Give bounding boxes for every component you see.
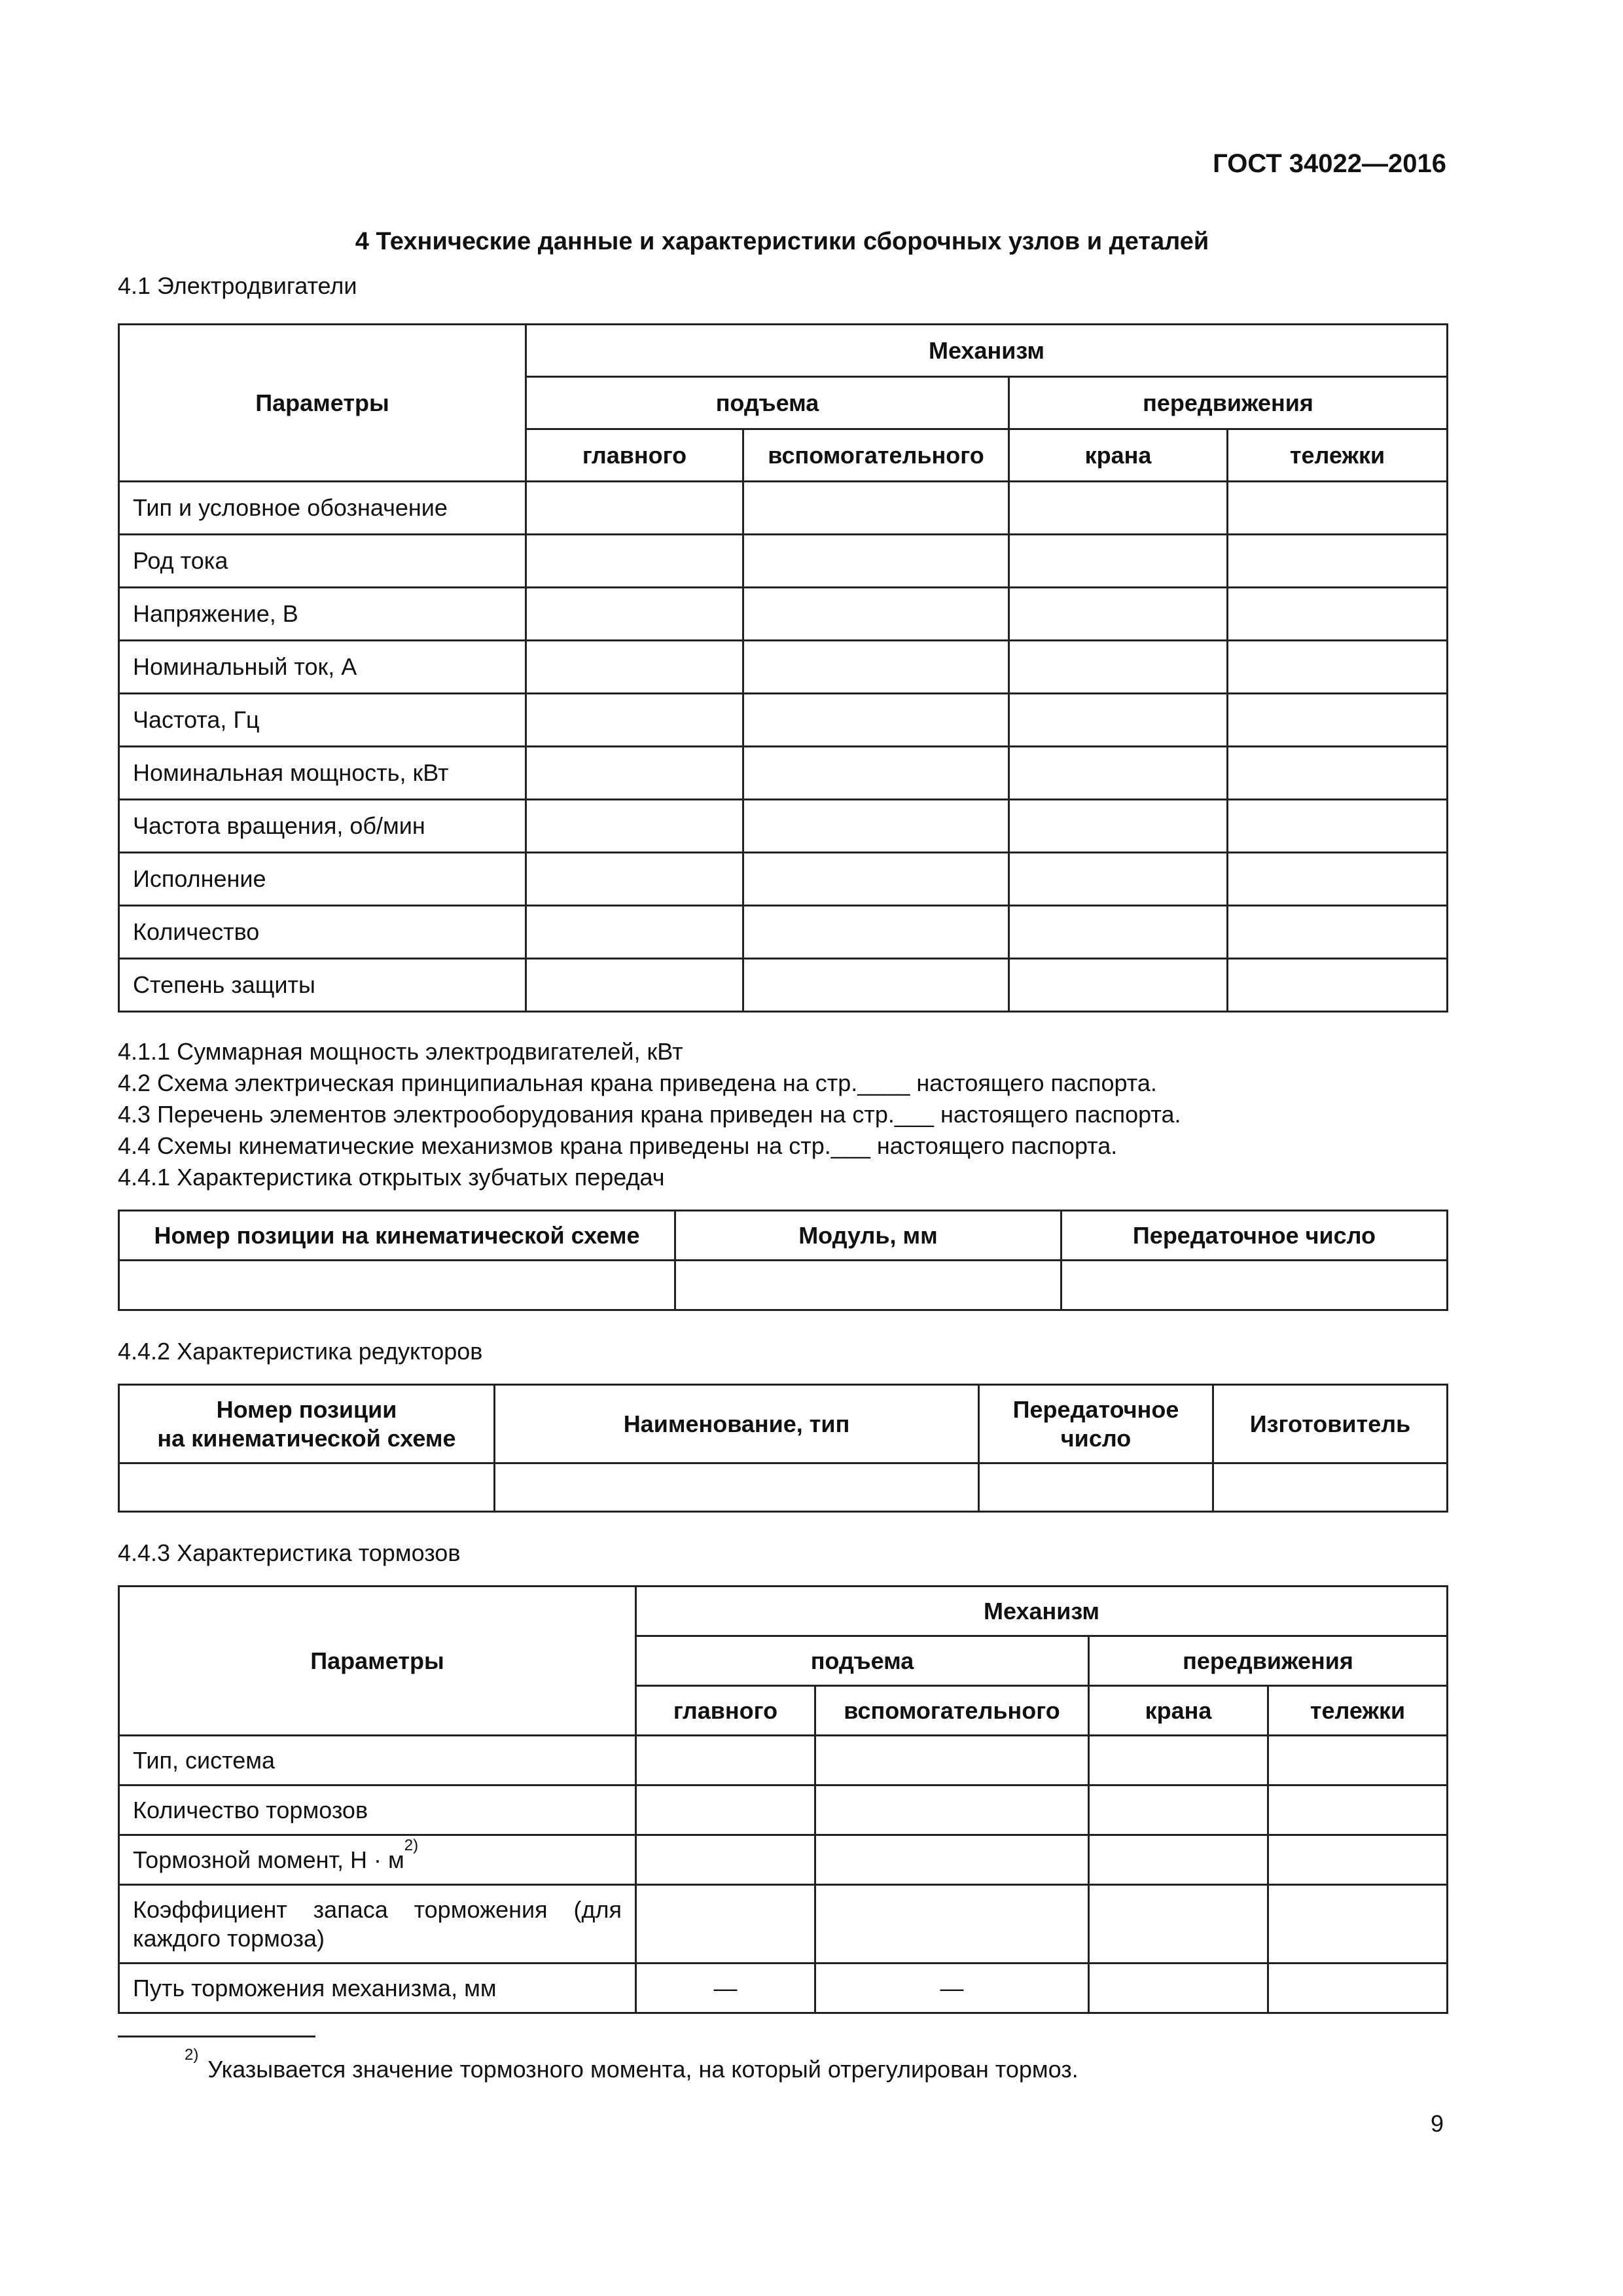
row-label: Степень защиты [119, 959, 526, 1012]
blank-cell [1213, 1463, 1448, 1512]
blank-cell [1228, 747, 1448, 800]
blank-cell [1268, 1736, 1448, 1785]
footnote-text: Указывается значение тормозного момента, на который отрегулирован тормоз. [207, 2056, 1079, 2083]
table-row [119, 1785, 1448, 1835]
blank-cell [1228, 906, 1448, 959]
blank-cell [1228, 694, 1448, 747]
row-label: Частота вращения, об/мин [119, 800, 526, 853]
blank-cell [1089, 1885, 1268, 1964]
brakes-crane-header: крана [1089, 1686, 1268, 1736]
blank-cell [526, 853, 743, 906]
gears-ratio-header: Передаточное число [1061, 1211, 1448, 1261]
table-row [119, 1885, 1448, 1964]
blank-cell [636, 1885, 815, 1964]
dash-cell: — [815, 1964, 1089, 2013]
blank-cell [1089, 1785, 1268, 1835]
blank-cell [526, 959, 743, 1012]
brakes-mechanism-header: Механизм [636, 1587, 1448, 1636]
row-label: Номинальный ток, А [119, 641, 526, 694]
blank-cell [495, 1463, 979, 1512]
blank-cell [119, 1463, 495, 1512]
blank-cell [743, 853, 1009, 906]
blank-cell [1009, 853, 1228, 906]
table-row [119, 906, 1448, 959]
blank-cell [815, 1835, 1089, 1885]
reducers-table [118, 1384, 1448, 1513]
table-row [119, 747, 1448, 800]
blank-cell [1009, 800, 1228, 853]
blank-cell [1009, 588, 1228, 641]
blank-cell [1228, 641, 1448, 694]
table-row [119, 1463, 1448, 1512]
blank-cell [1228, 588, 1448, 641]
reducers-ratio-header-line2: число [1060, 1424, 1132, 1452]
row-label: Исполнение [119, 853, 526, 906]
row-label [119, 1835, 636, 1885]
motors-trolley-header: тележки [1228, 429, 1448, 482]
footnote-separator [118, 2036, 315, 2037]
reducers-position-header-line2: на кинематической схеме [157, 1424, 456, 1452]
gears-table [118, 1210, 1448, 1311]
footnote-reference: 2) [404, 1837, 419, 1854]
blank-cell [636, 1736, 815, 1785]
paragraph-4-1-1: 4.1.1 Суммарная мощность электродвигателей, кВт [118, 1038, 683, 1065]
page-number: 9 [1430, 2110, 1444, 2137]
table-row [119, 1261, 1448, 1310]
gears-module-header: Модуль, мм [675, 1211, 1061, 1261]
table-row [119, 1964, 1448, 2013]
blank-cell [1009, 959, 1228, 1012]
blank-cell [743, 588, 1009, 641]
blank-cell [526, 588, 743, 641]
reducers-ratio-header [979, 1385, 1213, 1463]
blank-cell [119, 1261, 675, 1310]
blank-cell [1089, 1835, 1268, 1885]
table-row [119, 641, 1448, 694]
brakes-lift-header: подъема [636, 1636, 1089, 1686]
row-label: Тип и условное обозначение [119, 482, 526, 535]
blank-cell [815, 1736, 1089, 1785]
brakes-params-header: Параметры [119, 1587, 636, 1736]
row-label: Тип, система [119, 1736, 636, 1785]
table-row [119, 694, 1448, 747]
row-label: Номинальная мощность, кВт [119, 747, 526, 800]
blank-cell [815, 1885, 1089, 1964]
blank-cell [526, 906, 743, 959]
blank-cell [743, 694, 1009, 747]
motors-lift-header: подъема [526, 377, 1009, 429]
footnote-mark: 2) [185, 2046, 199, 2064]
reducers-name-header: Наименование, тип [495, 1385, 979, 1463]
blank-cell [1268, 1964, 1448, 2013]
brake-torque-label: Тормозной момент, Н · м [133, 1846, 404, 1873]
motors-main-header: главного [526, 429, 743, 482]
table-row [119, 1736, 1448, 1785]
row-label: Количество [119, 906, 526, 959]
brakes-main-header: главного [636, 1686, 815, 1736]
brakes-travel-header: передвижения [1089, 1636, 1448, 1686]
blank-cell [526, 535, 743, 588]
blank-cell [1228, 482, 1448, 535]
row-label: Род тока [119, 535, 526, 588]
blank-cell [526, 747, 743, 800]
blank-cell [979, 1463, 1213, 1512]
gears-position-header: Номер позиции на кинематической схеме [119, 1211, 675, 1261]
blank-cell [743, 747, 1009, 800]
paragraph-4-4-3: 4.4.3 Характеристика тормозов [118, 1539, 461, 1566]
blank-cell [526, 482, 743, 535]
reducers-maker-header: Изготовитель [1213, 1385, 1448, 1463]
row-label: Напряжение, В [119, 588, 526, 641]
table-row [119, 535, 1448, 588]
paragraph-4-4-2: 4.4.2 Характеристика редукторов [118, 1338, 483, 1365]
blank-cell [743, 482, 1009, 535]
subsection-4-1: 4.1 Электродвигатели [118, 272, 357, 299]
table-row [119, 1835, 1448, 1885]
paragraph-4-4-1: 4.4.1 Характеристика открытых зубчатых передач [118, 1164, 665, 1191]
paragraph-4-3: 4.3 Перечень элементов электрооборудования крана приведен на стр.___ настоящего паспорта. [118, 1101, 1181, 1128]
blank-cell [1228, 959, 1448, 1012]
blank-cell [743, 800, 1009, 853]
blank-cell [743, 906, 1009, 959]
brakes-trolley-header: тележки [1268, 1686, 1448, 1736]
brakes-aux-header: вспомогательного [815, 1686, 1089, 1736]
row-label: Количество тормозов [119, 1785, 636, 1835]
motors-travel-header: передвижения [1009, 377, 1448, 429]
blank-cell [1268, 1835, 1448, 1885]
blank-cell [1089, 1964, 1268, 2013]
blank-cell [1009, 482, 1228, 535]
dash-cell: — [636, 1964, 815, 2013]
blank-cell [1228, 535, 1448, 588]
reducers-position-header [119, 1385, 495, 1463]
blank-cell [743, 959, 1009, 1012]
motors-table [118, 323, 1448, 1013]
blank-cell [636, 1835, 815, 1885]
row-label: Путь торможения механизма, мм [119, 1964, 636, 2013]
blank-cell [1009, 747, 1228, 800]
blank-cell [526, 694, 743, 747]
blank-cell [1009, 694, 1228, 747]
blank-cell [526, 800, 743, 853]
row-label: Коэффициент запаса торможения (для каждого тормоза) [119, 1885, 636, 1964]
table-row [119, 959, 1448, 1012]
row-label: Частота, Гц [119, 694, 526, 747]
motors-aux-header: вспомогательного [743, 429, 1009, 482]
blank-cell [815, 1785, 1089, 1835]
section-title: 4 Технические данные и характеристики сборочных узлов и деталей [355, 228, 1209, 255]
reducers-ratio-header-line1: Передаточное [1012, 1395, 1179, 1423]
blank-cell [1009, 641, 1228, 694]
motors-crane-header: крана [1009, 429, 1228, 482]
blank-cell [1228, 800, 1448, 853]
blank-cell [1228, 853, 1448, 906]
document-standard-number: ГОСТ 34022—2016 [1213, 149, 1446, 178]
blank-cell [1089, 1736, 1268, 1785]
blank-cell [1061, 1261, 1448, 1310]
brakes-table [118, 1585, 1448, 2014]
reducers-position-header-line1: Номер позиции [216, 1395, 397, 1423]
blank-cell [743, 535, 1009, 588]
blank-cell [1268, 1885, 1448, 1964]
blank-cell [1268, 1785, 1448, 1835]
blank-cell [675, 1261, 1061, 1310]
paragraph-4-2: 4.2 Схема электрическая принципиальная крана приведена на стр.____ настоящего паспорта. [118, 1069, 1157, 1096]
footnote [185, 2046, 1079, 2083]
blank-cell [636, 1785, 815, 1835]
blank-cell [1009, 535, 1228, 588]
motors-params-header: Параметры [119, 325, 526, 482]
table-row [119, 588, 1448, 641]
table-row [119, 853, 1448, 906]
table-row [119, 800, 1448, 853]
blank-cell [526, 641, 743, 694]
blank-cell [743, 641, 1009, 694]
motors-mechanism-header: Механизм [526, 325, 1448, 377]
blank-cell [1009, 906, 1228, 959]
table-row [119, 482, 1448, 535]
paragraph-4-4: 4.4 Схемы кинематические механизмов крана приведены на стр.___ настоящего паспорта. [118, 1132, 1118, 1159]
